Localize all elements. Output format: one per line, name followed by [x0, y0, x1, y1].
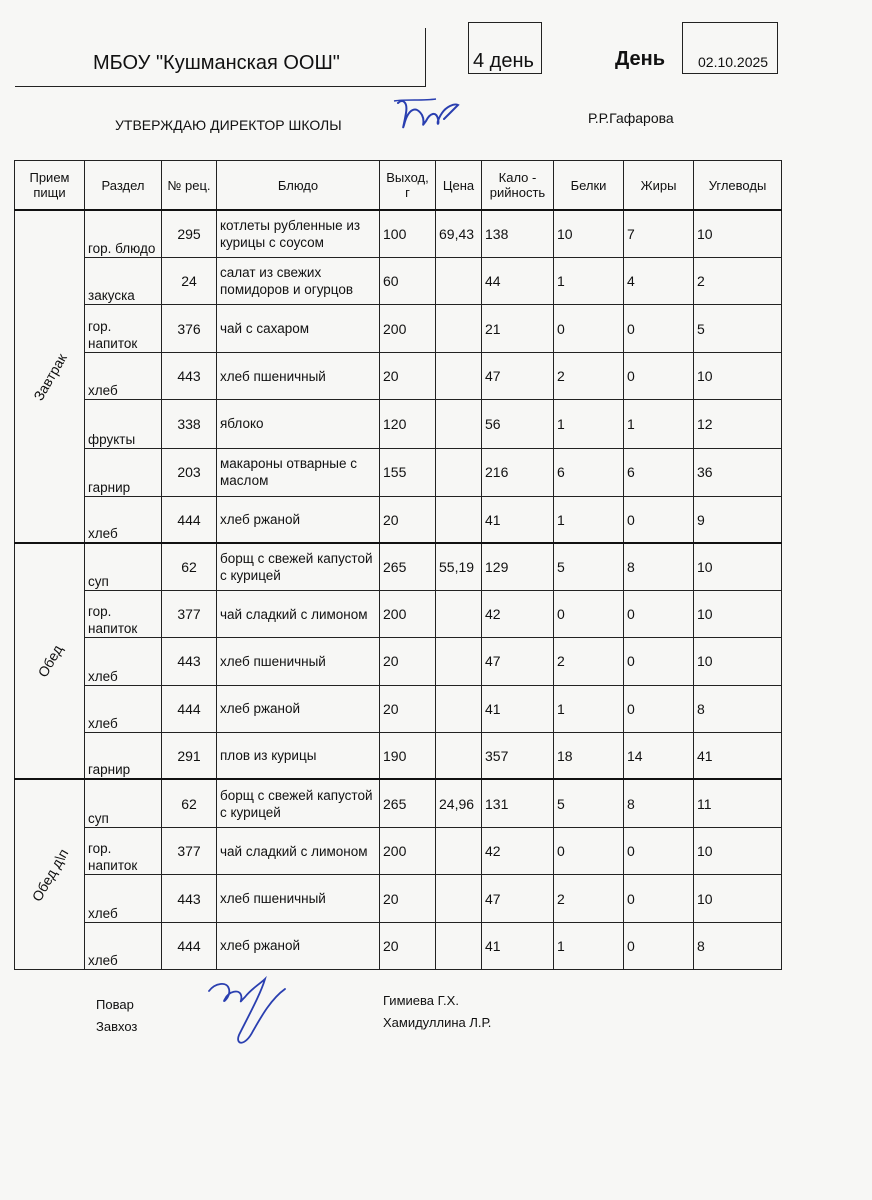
calories: 21: [482, 304, 554, 352]
supply-label: Завхоз: [96, 1019, 138, 1034]
dish-name: чай сладкий с лимоном: [217, 828, 380, 875]
recipe-number: 62: [162, 779, 217, 827]
cook-label: Повар: [96, 997, 134, 1012]
proteins: 6: [554, 448, 624, 496]
table-row: [15, 257, 782, 304]
price: [436, 922, 482, 969]
proteins: 18: [554, 732, 624, 779]
carbohydrates: 10: [694, 353, 782, 400]
recipe-number: 203: [162, 448, 217, 496]
section-name: хлеб: [85, 875, 162, 922]
portion-weight: 200: [380, 591, 436, 638]
section-name: гарнир: [85, 732, 162, 779]
calories: 44: [482, 257, 554, 304]
portion-weight: 265: [380, 543, 436, 590]
recipe-number: 443: [162, 875, 217, 922]
price: [436, 304, 482, 352]
proteins: 1: [554, 257, 624, 304]
dish-name: яблоко: [217, 400, 380, 448]
price: [436, 496, 482, 543]
section-name: хлеб: [85, 496, 162, 543]
dish-name: борщ с свежей капустой с курицей: [217, 779, 380, 827]
carbohydrates: 10: [694, 543, 782, 590]
menu-date: 02.10.2025: [698, 54, 769, 70]
calories: 129: [482, 543, 554, 590]
col-header: Выход, г: [380, 161, 436, 211]
dish-name: чай сладкий с лимоном: [217, 591, 380, 638]
section-name: хлеб: [85, 353, 162, 400]
carbohydrates: 10: [694, 828, 782, 875]
col-header: Жиры: [624, 161, 694, 211]
fats: 4: [624, 257, 694, 304]
proteins: 10: [554, 210, 624, 257]
carbohydrates: 10: [694, 210, 782, 257]
portion-weight: 155: [380, 448, 436, 496]
portion-weight: 200: [380, 304, 436, 352]
dish-name: хлеб ржаной: [217, 685, 380, 732]
proteins: 2: [554, 353, 624, 400]
table-row: [15, 922, 782, 969]
price: [436, 400, 482, 448]
director-signature-icon: [392, 95, 464, 140]
portion-weight: 20: [380, 353, 436, 400]
col-header: Кало - рийность: [482, 161, 554, 211]
fats: 0: [624, 875, 694, 922]
recipe-number: 443: [162, 638, 217, 685]
section-name: суп: [85, 779, 162, 827]
carbohydrates: 36: [694, 448, 782, 496]
portion-weight: 20: [380, 496, 436, 543]
meal-cell: [15, 210, 85, 543]
price: [436, 257, 482, 304]
table-header-row: [15, 161, 782, 211]
proteins: 2: [554, 638, 624, 685]
carbohydrates: 5: [694, 304, 782, 352]
meal-name: Обед д\п: [28, 845, 71, 904]
table-row: [15, 496, 782, 543]
recipe-number: 295: [162, 210, 217, 257]
portion-weight: 200: [380, 828, 436, 875]
recipe-number: 377: [162, 828, 217, 875]
table-row: [15, 400, 782, 448]
carbohydrates: 10: [694, 638, 782, 685]
calories: 41: [482, 922, 554, 969]
table-row: [15, 875, 782, 922]
table-row: [15, 543, 782, 590]
calories: 56: [482, 400, 554, 448]
calories: 216: [482, 448, 554, 496]
fats: 0: [624, 828, 694, 875]
portion-weight: 20: [380, 638, 436, 685]
fats: 1: [624, 400, 694, 448]
col-header: № рец.: [162, 161, 217, 211]
dish-name: чай с сахаром: [217, 304, 380, 352]
recipe-number: 444: [162, 685, 217, 732]
meal-cell: [15, 779, 85, 969]
table-row: [15, 591, 782, 638]
fats: 7: [624, 210, 694, 257]
col-header: Блюдо: [217, 161, 380, 211]
calories: 47: [482, 638, 554, 685]
approve-text: УТВЕРЖДАЮ ДИРЕКТОР ШКОЛЫ: [115, 117, 342, 133]
proteins: 5: [554, 543, 624, 590]
section-name: хлеб: [85, 685, 162, 732]
col-header: Углеводы: [694, 161, 782, 211]
carbohydrates: 10: [694, 591, 782, 638]
carbohydrates: 12: [694, 400, 782, 448]
proteins: 2: [554, 875, 624, 922]
table-row: [15, 779, 782, 827]
calories: 131: [482, 779, 554, 827]
carbohydrates: 11: [694, 779, 782, 827]
portion-weight: 100: [380, 210, 436, 257]
recipe-number: 444: [162, 496, 217, 543]
proteins: 0: [554, 591, 624, 638]
dish-name: котлеты рубленные из курицы с соусом: [217, 210, 380, 257]
day-label: День: [615, 48, 665, 70]
section-name: гор. напиток: [85, 828, 162, 875]
proteins: 1: [554, 400, 624, 448]
section-name: гор. напиток: [85, 304, 162, 352]
fats: 6: [624, 448, 694, 496]
section-name: суп: [85, 543, 162, 590]
calories: 47: [482, 353, 554, 400]
price: [436, 591, 482, 638]
day-number-box: [468, 22, 542, 74]
meal-cell: [15, 543, 85, 779]
portion-weight: 60: [380, 257, 436, 304]
supply-name: Хамидуллина Л.Р.: [383, 1015, 492, 1030]
calories: 357: [482, 732, 554, 779]
proteins: 0: [554, 304, 624, 352]
recipe-number: 377: [162, 591, 217, 638]
menu-table: [14, 160, 782, 970]
calories: 42: [482, 591, 554, 638]
dish-name: салат из свежих помидоров и огурцов: [217, 257, 380, 304]
recipe-number: 62: [162, 543, 217, 590]
proteins: 5: [554, 779, 624, 827]
price: 55,19: [436, 543, 482, 590]
recipe-number: 338: [162, 400, 217, 448]
day-number: 4 день: [473, 50, 534, 72]
section-name: гор. напиток: [85, 591, 162, 638]
price: [436, 638, 482, 685]
cook-signature-icon: [205, 975, 295, 1055]
proteins: 1: [554, 496, 624, 543]
recipe-number: 444: [162, 922, 217, 969]
carbohydrates: 2: [694, 257, 782, 304]
table-row: [15, 448, 782, 496]
portion-weight: 20: [380, 922, 436, 969]
price: [436, 732, 482, 779]
date-box: [682, 22, 778, 74]
portion-weight: 20: [380, 875, 436, 922]
school-name: МБОУ "Кушманская ООШ": [93, 52, 340, 74]
fats: 0: [624, 304, 694, 352]
table-row: [15, 685, 782, 732]
section-name: фрукты: [85, 400, 162, 448]
carbohydrates: 41: [694, 732, 782, 779]
section-name: гор. блюдо: [85, 210, 162, 257]
recipe-number: 376: [162, 304, 217, 352]
dish-name: хлеб пшеничный: [217, 638, 380, 685]
col-header: Белки: [554, 161, 624, 211]
portion-weight: 20: [380, 685, 436, 732]
calories: 42: [482, 828, 554, 875]
table-row: [15, 210, 782, 257]
fats: 0: [624, 922, 694, 969]
fats: 14: [624, 732, 694, 779]
calories: 47: [482, 875, 554, 922]
dish-name: плов из курицы: [217, 732, 380, 779]
table-row: [15, 828, 782, 875]
carbohydrates: 10: [694, 875, 782, 922]
table-row: [15, 638, 782, 685]
col-header: Раздел: [85, 161, 162, 211]
recipe-number: 24: [162, 257, 217, 304]
section-name: хлеб: [85, 638, 162, 685]
col-header: Цена: [436, 161, 482, 211]
section-name: гарнир: [85, 448, 162, 496]
dish-name: хлеб ржаной: [217, 496, 380, 543]
proteins: 1: [554, 685, 624, 732]
table-row: [15, 353, 782, 400]
portion-weight: 190: [380, 732, 436, 779]
cook-name: Гимиева Г.Х.: [383, 993, 459, 1008]
dish-name: хлеб пшеничный: [217, 353, 380, 400]
fats: 0: [624, 591, 694, 638]
dish-name: хлеб пшеничный: [217, 875, 380, 922]
section-name: хлеб: [85, 922, 162, 969]
fats: 0: [624, 685, 694, 732]
carbohydrates: 8: [694, 685, 782, 732]
dish-name: хлеб ржаной: [217, 922, 380, 969]
director-name: Р.Р.Гафарова: [588, 110, 674, 126]
price: [436, 353, 482, 400]
meal-name: Завтрак: [29, 350, 70, 404]
price: [436, 875, 482, 922]
table-row: [15, 304, 782, 352]
fats: 0: [624, 496, 694, 543]
section-name: закуска: [85, 257, 162, 304]
table-row: [15, 732, 782, 779]
col-header: Прием пищи: [15, 161, 85, 211]
calories: 138: [482, 210, 554, 257]
dish-name: борщ с свежей капустой с курицей: [217, 543, 380, 590]
calories: 41: [482, 685, 554, 732]
price: 69,43: [436, 210, 482, 257]
portion-weight: 120: [380, 400, 436, 448]
portion-weight: 265: [380, 779, 436, 827]
carbohydrates: 9: [694, 496, 782, 543]
price: [436, 448, 482, 496]
proteins: 0: [554, 828, 624, 875]
proteins: 1: [554, 922, 624, 969]
calories: 41: [482, 496, 554, 543]
price: 24,96: [436, 779, 482, 827]
meal-name: Обед: [33, 642, 66, 681]
price: [436, 828, 482, 875]
carbohydrates: 8: [694, 922, 782, 969]
recipe-number: 291: [162, 732, 217, 779]
recipe-number: 443: [162, 353, 217, 400]
fats: 0: [624, 638, 694, 685]
fats: 0: [624, 353, 694, 400]
fats: 8: [624, 543, 694, 590]
school-box: [15, 28, 426, 87]
dish-name: макароны отварные с маслом: [217, 448, 380, 496]
fats: 8: [624, 779, 694, 827]
price: [436, 685, 482, 732]
